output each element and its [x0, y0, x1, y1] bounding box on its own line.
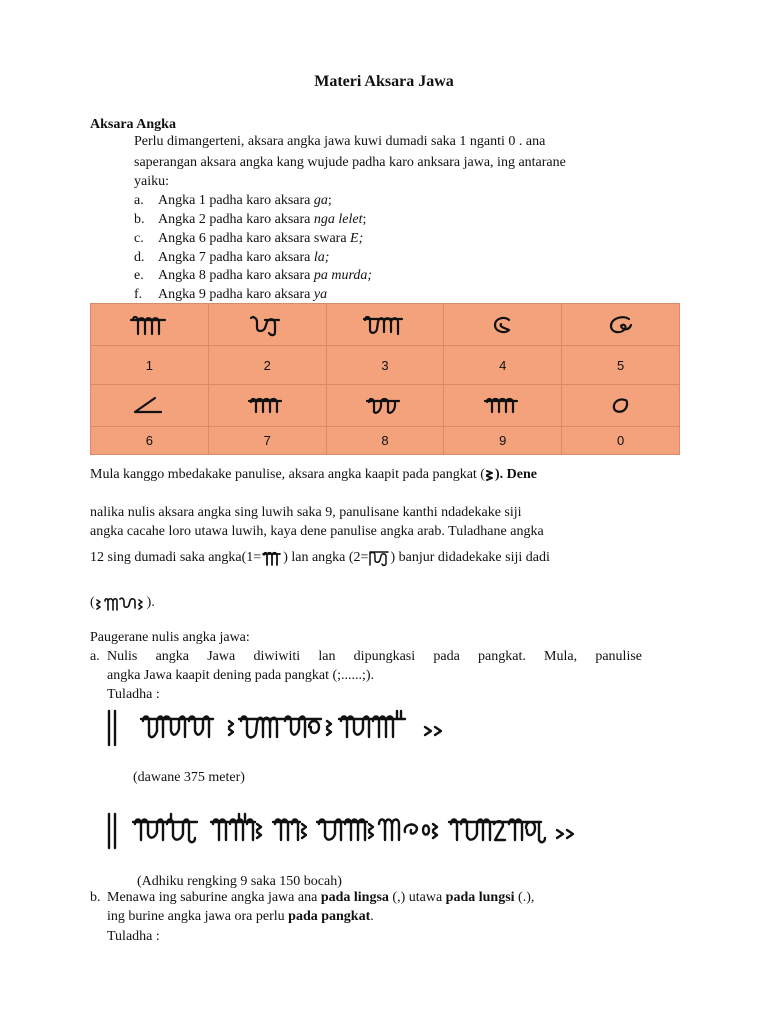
javanese-digit-2-cell [208, 304, 326, 346]
list-item: d. Angka 7 padha karo aksara la; [134, 250, 330, 265]
page-title: Materi Aksara Jawa [314, 73, 454, 90]
rule-b-line-1: Menawa ing saburine angka jawa ana pada lingsa (,) utawa pada lungsi (.), [107, 890, 535, 905]
javanese-digit-3-glyph [360, 312, 410, 338]
rule-b-tuladha: Tuladha : [107, 929, 160, 944]
section-heading-paugerane: Paugerane nulis angka jawa: [90, 630, 250, 645]
javanese-digit-9-cell [444, 384, 562, 426]
list-item: f. Angka 9 padha karo aksara ya [134, 287, 328, 302]
intro-line-2: saperangan aksara angka kang wujude padha karo anksara jawa, ing antarane [134, 155, 566, 170]
javanese-digit-8-glyph [363, 392, 407, 418]
javanese-digit-5-cell [562, 304, 680, 346]
rule-a-line-2: angka Jawa kaapit dening pada pangkat (;......;). [107, 668, 375, 683]
rule-b-line-2: ing burine angka jawa ora perlu pada pangkat. [107, 909, 374, 924]
digit-label: 5 [562, 346, 680, 384]
paragraph-line: Mula kanggo mbedakake panulise, aksara angka kaapit pada pangkat ( ). Dene [90, 467, 537, 482]
javanese-digit-3-cell [326, 304, 444, 346]
javanese-digit-7-glyph [245, 392, 289, 418]
example-1-caption: (dawane 375 meter) [133, 770, 245, 785]
rule-a-tuladha: Tuladha : [107, 687, 160, 702]
digit-label: 4 [444, 346, 562, 384]
digit-label: 7 [208, 427, 326, 455]
intro-line-1: Perlu dimangerteni, aksara angka jawa kuwi dumadi saka 1 nganti 0 . ana [134, 134, 546, 149]
javanese-digit-0-glyph [601, 392, 641, 418]
javanese-digit-7-cell [208, 384, 326, 426]
digit-label: 8 [326, 427, 444, 455]
digit-label: 2 [208, 346, 326, 384]
javanese-digit-0-cell [562, 384, 680, 426]
javanese-digit-2-glyph [245, 312, 289, 338]
intro-line-3: yaiku: [134, 174, 169, 189]
digit-label: 1 [91, 346, 209, 384]
javanese-example-1 [105, 707, 495, 756]
section-heading-aksara-angka: Aksara Angka [90, 117, 176, 132]
digit-label: 9 [444, 427, 562, 455]
paragraph-line: nalika nulis aksara angka sing luwih saka 9, panulisane kanthi ndadekake siji [90, 505, 522, 520]
javanese-digit-5-glyph [601, 312, 641, 338]
javanese-digit-1-cell [91, 304, 209, 346]
rule-a-line-1: Nulis angka Jawa diwiwiti lan dipungkasi pada pangkat. Mula, panulise [107, 649, 642, 664]
paragraph-line: 12 sing dumadi saka angka(1= ) lan angka (2= ) banjur didadekake siji dadi [90, 550, 550, 565]
javanese-digit-4-glyph [483, 312, 523, 338]
rule-b-marker: b. [90, 890, 101, 905]
javanese-digit-4-cell [444, 304, 562, 346]
paragraph-line: angka cacahe loro utawa luwih, kaya dene panulise angka arab. Tuladhane angka [90, 524, 544, 539]
pada-pangkat-glyph [485, 468, 495, 482]
list-item: b. Angka 2 padha karo aksara nga lelet; [134, 212, 367, 227]
javanese-script-example-1-image [105, 707, 495, 751]
paragraph-line: ( ). [90, 595, 155, 610]
javanese-example-2 [105, 810, 680, 859]
javanese-digit-8-cell [326, 384, 444, 426]
list-item: c. Angka 6 padha karo aksara swara E; [134, 231, 364, 246]
javanese-digit-1-glyph [127, 312, 171, 338]
javanese-script-example-2-image [105, 810, 680, 854]
rule-a-marker: a. [90, 649, 100, 664]
digit-label: 6 [91, 427, 209, 455]
list-item: a. Angka 1 padha karo aksara ga; [134, 193, 332, 208]
digit-label: 0 [562, 427, 680, 455]
example-2-caption: (Adhiku rengking 9 saka 150 bocah) [137, 874, 342, 889]
javanese-number-12-glyph [95, 594, 147, 612]
javanese-digit-6-glyph [127, 392, 171, 418]
javanese-digit-9-glyph [481, 392, 525, 418]
javanese-digit-2-inline [368, 549, 390, 567]
list-item: e. Angka 8 padha karo aksara pa murda; [134, 268, 373, 283]
digit-label: 3 [326, 346, 444, 384]
javanese-numeral-table [90, 303, 680, 455]
javanese-digit-1-inline [261, 549, 283, 567]
javanese-digit-6-cell [91, 384, 209, 426]
